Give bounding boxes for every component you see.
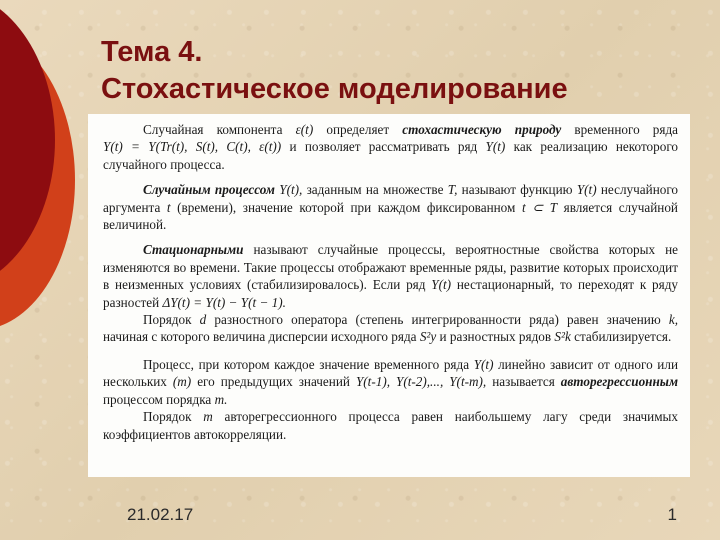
text: как реализацию некоторого случайного процесса. [103, 139, 678, 172]
paragraph-random-process [103, 181, 678, 233]
formula: Y(t), [279, 182, 303, 198]
text: определяет [313, 122, 403, 137]
formula: Y(t) [473, 356, 494, 372]
content-panel [88, 114, 690, 477]
text: стабилизируется. [570, 329, 672, 345]
formula: T, [447, 182, 458, 198]
paragraph-ar-order [103, 408, 678, 443]
text: Порядок [143, 409, 204, 425]
text: разностного оператора (степень интегрированности ряда) равен значению [206, 312, 669, 328]
text: линейно зависит от одного или нескольких [103, 356, 679, 390]
formula: (m) [172, 374, 192, 390]
formula: S²k [554, 329, 571, 345]
text: Порядок [143, 312, 200, 328]
formula: Y(t) [431, 277, 452, 293]
text: Процесс, при котором каждое значение временного ряда [143, 356, 474, 372]
formula: S²y [419, 329, 437, 345]
text: заданным на множестве [302, 182, 448, 198]
formula: m [203, 409, 213, 425]
slide-date: 21.02.17 [127, 505, 194, 524]
formula: ε(t) [295, 122, 314, 137]
text: называют функцию [457, 182, 577, 198]
paragraph-difference-order [103, 311, 678, 346]
title-line-1: Тема 4. [101, 36, 203, 68]
formula: Y(t) = Y(Tr(t), S(t), C(t), ε(t)) [103, 139, 282, 155]
page-number: 1 [667, 505, 677, 524]
text: (времени), значение которой при каждом фиксированном [170, 199, 522, 215]
text: является случайной величиной. [103, 199, 678, 233]
text: его предыдущих значений [191, 374, 356, 390]
formula: t [166, 199, 171, 215]
text: Случайная компонента [143, 122, 296, 137]
formula: k, [668, 312, 678, 328]
formula: m. [214, 391, 228, 407]
paragraph-stationary [103, 241, 678, 311]
text: и позволяет рассматривать ряд [281, 139, 486, 155]
text: неслучайного аргумента [103, 182, 679, 215]
formula: ΔY(t) = Y(t) − Y(t − 1). [162, 294, 286, 310]
formula: t ⊂ T [521, 199, 558, 215]
term-autoregressive: авторегрессионным [560, 374, 678, 390]
paragraph-random-component [103, 121, 678, 173]
term-random-process: Случайным процессом [143, 182, 275, 198]
term-stochastic-nature: стохастическую природу [402, 122, 562, 137]
text: называют случайные процессы, вероятностные свойства которых не изменяются во времени. Такие процессы отображают временные ряды, развитие которых происходит в неизменных условиях (стабилизировалось). Если ряд [103, 242, 678, 293]
text: нестационарный, то переходят к ряду разностей [103, 277, 679, 310]
title-line-2: Стохастическое моделирование [101, 73, 568, 105]
term-stationary: Стационарными [143, 242, 244, 258]
text: и разностных рядов [436, 329, 555, 345]
formula: Y(t) [576, 182, 597, 198]
text: авторегрессионного процесса равен наибольшему лагу среди значимых коэффициентов автокорреляции. [103, 409, 678, 442]
formula: Y(t-1), Y(t-2),..., Y(t-m), [355, 374, 487, 390]
text: начиная с которого величина дисперсии исходного ряда [103, 329, 420, 345]
formula: d [199, 312, 207, 328]
slide-title [101, 34, 568, 108]
formula: Y(t) [485, 139, 506, 155]
text: процессом порядка [103, 391, 215, 407]
text: временного ряда [561, 122, 679, 137]
text: называется [486, 374, 561, 390]
paragraph-autoregressive [103, 356, 678, 408]
